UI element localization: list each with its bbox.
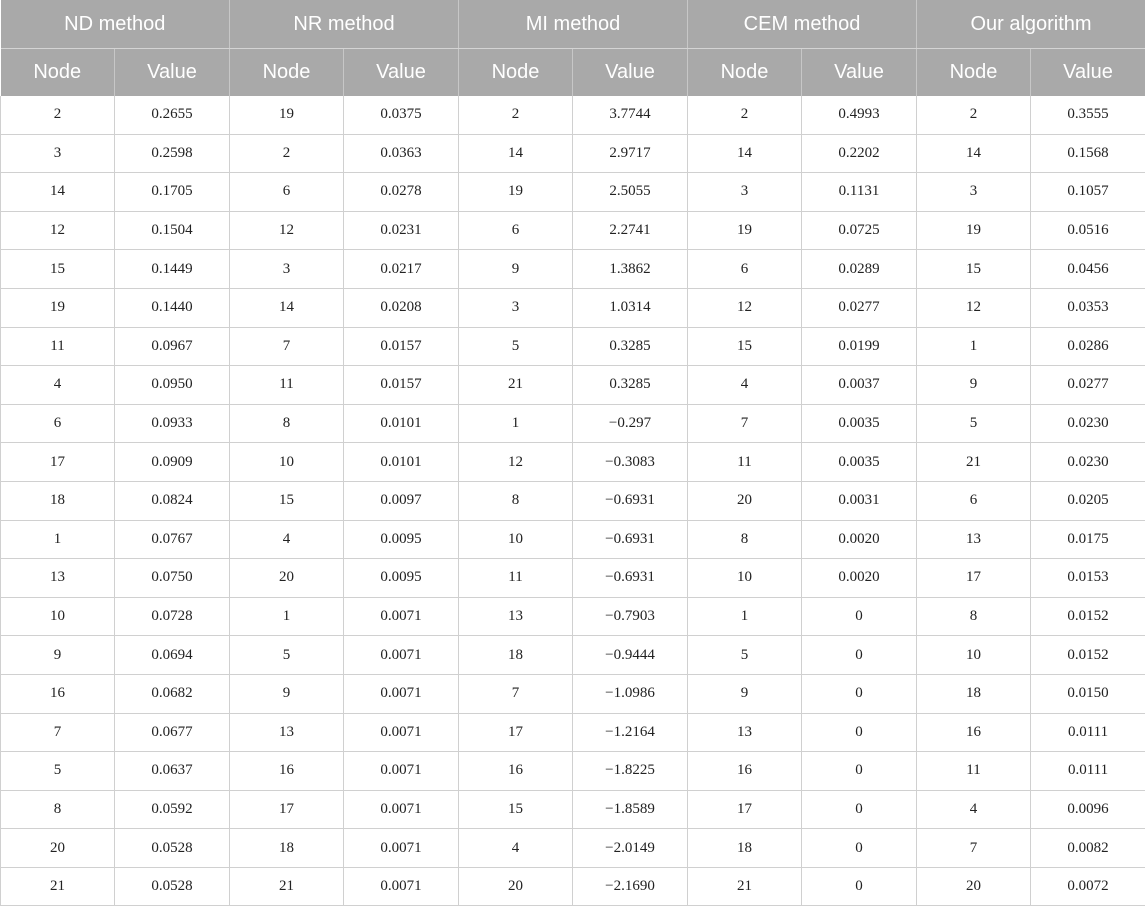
value-cell: 0.0725 [802,211,917,250]
value-cell: −1.8225 [573,752,688,791]
value-cell: 0.0071 [344,597,459,636]
node-cell: 1 [688,597,802,636]
table-row [1,713,1145,752]
value-cell: 0.0231 [344,211,459,250]
node-cell: 19 [688,211,802,250]
node-cell: 14 [917,134,1031,173]
value-cell: 2.2741 [573,211,688,250]
node-cell: 2 [688,96,802,134]
node-cell: 8 [688,520,802,559]
node-cell: 13 [917,520,1031,559]
value-cell: 0.0767 [115,520,230,559]
node-cell: 9 [459,250,573,289]
node-cell: 10 [688,559,802,598]
value-cell: 0.0035 [802,404,917,443]
node-cell: 5 [688,636,802,675]
value-cell: 0.0694 [115,636,230,675]
node-cell: 11 [688,443,802,482]
node-cell: 2 [917,96,1031,134]
value-cell: 0.0217 [344,250,459,289]
value-cell: 1.3862 [573,250,688,289]
value-cell: −0.9444 [573,636,688,675]
value-cell: 0.0175 [1031,520,1145,559]
value-cell: 0.0750 [115,559,230,598]
value-cell: 0.0071 [344,829,459,868]
node-cell: 14 [459,134,573,173]
node-cell: 20 [1,829,115,868]
node-cell: 8 [230,404,344,443]
value-cell: 0 [802,636,917,675]
value-cell: −1.0986 [573,674,688,713]
value-cell: 0.0375 [344,96,459,134]
value-cell: 0.0516 [1031,211,1145,250]
table-body [1,96,1145,906]
node-cell: 16 [917,713,1031,752]
value-cell: 0.0205 [1031,481,1145,520]
value-cell: 0 [802,867,917,906]
node-cell: 21 [230,867,344,906]
node-cell: 18 [459,636,573,675]
value-cell: 0.0230 [1031,404,1145,443]
node-cell: 12 [459,443,573,482]
value-cell: 0.0208 [344,288,459,327]
value-cell: 0.3285 [573,366,688,405]
column-header-value: Value [1031,49,1145,97]
table-row [1,636,1145,675]
value-cell: 0.0020 [802,520,917,559]
value-cell: −2.0149 [573,829,688,868]
value-cell: 0.3285 [573,327,688,366]
value-cell: 0.0152 [1031,597,1145,636]
node-cell: 5 [459,327,573,366]
method-header-mi: MI method [459,0,688,49]
node-cell: 15 [459,790,573,829]
node-cell: 7 [459,674,573,713]
value-cell: 0.0353 [1031,288,1145,327]
method-header-cem: CEM method [688,0,917,49]
value-cell: 0.1705 [115,173,230,212]
column-header-value: Value [573,49,688,97]
table-row [1,366,1145,405]
node-cell: 1 [459,404,573,443]
node-cell: 14 [230,288,344,327]
node-cell: 18 [230,829,344,868]
value-cell: 0.0020 [802,559,917,598]
value-cell: 0.0157 [344,327,459,366]
value-cell: 0.0933 [115,404,230,443]
table-row [1,327,1145,366]
value-cell: 0.1057 [1031,173,1145,212]
node-cell: 6 [459,211,573,250]
value-cell: 0.0289 [802,250,917,289]
value-cell: 0.0101 [344,404,459,443]
value-cell: 0 [802,597,917,636]
value-cell: −0.7903 [573,597,688,636]
node-cell: 16 [459,752,573,791]
value-cell: 0.0456 [1031,250,1145,289]
value-cell: 0.0528 [115,829,230,868]
node-cell: 4 [688,366,802,405]
node-cell: 18 [1,481,115,520]
method-header-nd: ND method [1,0,230,49]
node-cell: 20 [230,559,344,598]
value-cell: 0.0153 [1031,559,1145,598]
node-cell: 21 [917,443,1031,482]
value-cell: 0.0967 [115,327,230,366]
table-row [1,752,1145,791]
node-cell: 13 [1,559,115,598]
value-cell: 0 [802,829,917,868]
value-cell: −0.3083 [573,443,688,482]
method-header-row [1,0,1145,49]
value-cell: 0.0682 [115,674,230,713]
node-cell: 17 [459,713,573,752]
node-cell: 13 [230,713,344,752]
node-cell: 19 [459,173,573,212]
node-cell: 15 [230,481,344,520]
value-cell: 0.0111 [1031,713,1145,752]
table-row [1,250,1145,289]
value-cell: 0.1449 [115,250,230,289]
table-row [1,520,1145,559]
node-cell: 8 [917,597,1031,636]
node-cell: 10 [230,443,344,482]
node-cell: 18 [688,829,802,868]
value-cell: 0.0072 [1031,867,1145,906]
node-cell: 4 [1,366,115,405]
column-header-node: Node [688,49,802,97]
node-cell: 9 [230,674,344,713]
node-cell: 21 [459,366,573,405]
node-cell: 11 [459,559,573,598]
node-cell: 6 [917,481,1031,520]
value-cell: 0.0071 [344,674,459,713]
table-row [1,559,1145,598]
node-cell: 1 [230,597,344,636]
node-cell: 5 [1,752,115,791]
node-cell: 20 [688,481,802,520]
column-header-node: Node [1,49,115,97]
node-cell: 17 [917,559,1031,598]
node-cell: 17 [1,443,115,482]
node-cell: 2 [230,134,344,173]
value-cell: 0.0095 [344,520,459,559]
column-header-node: Node [917,49,1031,97]
table-row [1,211,1145,250]
value-cell: 0.0278 [344,173,459,212]
value-cell: 0.0150 [1031,674,1145,713]
node-cell: 16 [1,674,115,713]
column-header-node: Node [230,49,344,97]
value-cell: 0.0071 [344,713,459,752]
table-row [1,597,1145,636]
node-cell: 2 [459,96,573,134]
node-cell: 11 [230,366,344,405]
method-header-our-algorithm: Our algorithm [917,0,1145,49]
node-cell: 15 [1,250,115,289]
node-cell: 12 [917,288,1031,327]
value-cell: 0.0095 [344,559,459,598]
node-cell: 5 [230,636,344,675]
node-cell: 3 [917,173,1031,212]
table-row [1,867,1145,906]
node-cell: 6 [1,404,115,443]
node-cell: 14 [688,134,802,173]
node-cell: 3 [230,250,344,289]
value-cell: 0.0909 [115,443,230,482]
value-cell: 0.2598 [115,134,230,173]
node-cell: 17 [230,790,344,829]
node-cell: 7 [688,404,802,443]
value-cell: 0.0230 [1031,443,1145,482]
value-cell: −2.1690 [573,867,688,906]
table-row [1,404,1145,443]
value-cell: 0.0097 [344,481,459,520]
node-cell: 3 [688,173,802,212]
node-cell: 10 [1,597,115,636]
node-cell: 3 [459,288,573,327]
value-cell: 1.0314 [573,288,688,327]
value-cell: 0.0677 [115,713,230,752]
value-cell: 0.0152 [1031,636,1145,675]
value-cell: −0.6931 [573,520,688,559]
node-cell: 4 [917,790,1031,829]
column-header-row [1,49,1145,97]
node-cell: 20 [459,867,573,906]
value-cell: 0.0101 [344,443,459,482]
node-cell: 4 [230,520,344,559]
value-cell: 0.0071 [344,867,459,906]
value-cell: 0.0071 [344,790,459,829]
table-header [1,0,1145,96]
node-cell: 12 [1,211,115,250]
value-cell: 0.0363 [344,134,459,173]
table-row [1,134,1145,173]
node-cell: 7 [1,713,115,752]
value-cell: 0.1440 [115,288,230,327]
node-cell: 1 [917,327,1031,366]
table-row [1,443,1145,482]
table-row [1,288,1145,327]
value-cell: 0.0037 [802,366,917,405]
node-cell: 12 [230,211,344,250]
node-cell: 19 [1,288,115,327]
value-cell: 0.0592 [115,790,230,829]
value-cell: −0.6931 [573,481,688,520]
node-cell: 3 [1,134,115,173]
value-cell: 3.7744 [573,96,688,134]
node-cell: 15 [917,250,1031,289]
node-cell: 6 [688,250,802,289]
value-cell: 0 [802,713,917,752]
value-cell: 0.4993 [802,96,917,134]
value-cell: 0.1504 [115,211,230,250]
node-cell: 7 [230,327,344,366]
node-cell: 10 [459,520,573,559]
node-cell: 21 [688,867,802,906]
node-cell: 1 [1,520,115,559]
node-cell: 19 [917,211,1031,250]
value-cell: 0.0096 [1031,790,1145,829]
node-cell: 11 [917,752,1031,791]
value-cell: 0.0286 [1031,327,1145,366]
value-cell: −0.6931 [573,559,688,598]
value-cell: 0 [802,674,917,713]
value-cell: 0 [802,790,917,829]
table-row [1,481,1145,520]
node-cell: 10 [917,636,1031,675]
node-cell: 7 [917,829,1031,868]
value-cell: 0.0277 [802,288,917,327]
value-cell: 0.0199 [802,327,917,366]
value-cell: 0.0277 [1031,366,1145,405]
node-cell: 14 [1,173,115,212]
node-cell: 4 [459,829,573,868]
value-cell: 0.1568 [1031,134,1145,173]
value-cell: −0.297 [573,404,688,443]
table-row [1,790,1145,829]
node-cell: 15 [688,327,802,366]
value-cell: 0.0071 [344,752,459,791]
value-cell: 0.2202 [802,134,917,173]
value-cell: 0.0082 [1031,829,1145,868]
value-cell: 0.0728 [115,597,230,636]
node-cell: 2 [1,96,115,134]
node-cell: 8 [1,790,115,829]
value-cell: 0.0035 [802,443,917,482]
table-row [1,674,1145,713]
value-cell: −1.8589 [573,790,688,829]
value-cell: 2.5055 [573,173,688,212]
node-cell: 18 [917,674,1031,713]
column-header-value: Value [802,49,917,97]
value-cell: 0.0157 [344,366,459,405]
table-row [1,829,1145,868]
table-row [1,173,1145,212]
value-cell: 0.0950 [115,366,230,405]
value-cell: 0.0824 [115,481,230,520]
node-cell: 8 [459,481,573,520]
value-cell: 0 [802,752,917,791]
node-cell: 19 [230,96,344,134]
value-cell: 0.0637 [115,752,230,791]
node-cell: 16 [688,752,802,791]
node-cell: 9 [1,636,115,675]
value-cell: 2.9717 [573,134,688,173]
column-header-value: Value [115,49,230,97]
node-cell: 5 [917,404,1031,443]
column-header-value: Value [344,49,459,97]
column-header-node: Node [459,49,573,97]
method-header-nr: NR method [230,0,459,49]
node-cell: 16 [230,752,344,791]
node-cell: 6 [230,173,344,212]
value-cell: 0.3555 [1031,96,1145,134]
table-row [1,96,1145,134]
node-cell: 13 [459,597,573,636]
value-cell: 0.0071 [344,636,459,675]
node-cell: 20 [917,867,1031,906]
node-cell: 11 [1,327,115,366]
value-cell: 0.0031 [802,481,917,520]
value-cell: −1.2164 [573,713,688,752]
node-cell: 9 [688,674,802,713]
node-cell: 13 [688,713,802,752]
value-cell: 0.2655 [115,96,230,134]
node-cell: 12 [688,288,802,327]
value-cell: 0.1131 [802,173,917,212]
node-cell: 9 [917,366,1031,405]
value-cell: 0.0528 [115,867,230,906]
value-cell: 0.0111 [1031,752,1145,791]
node-cell: 17 [688,790,802,829]
node-cell: 21 [1,867,115,906]
